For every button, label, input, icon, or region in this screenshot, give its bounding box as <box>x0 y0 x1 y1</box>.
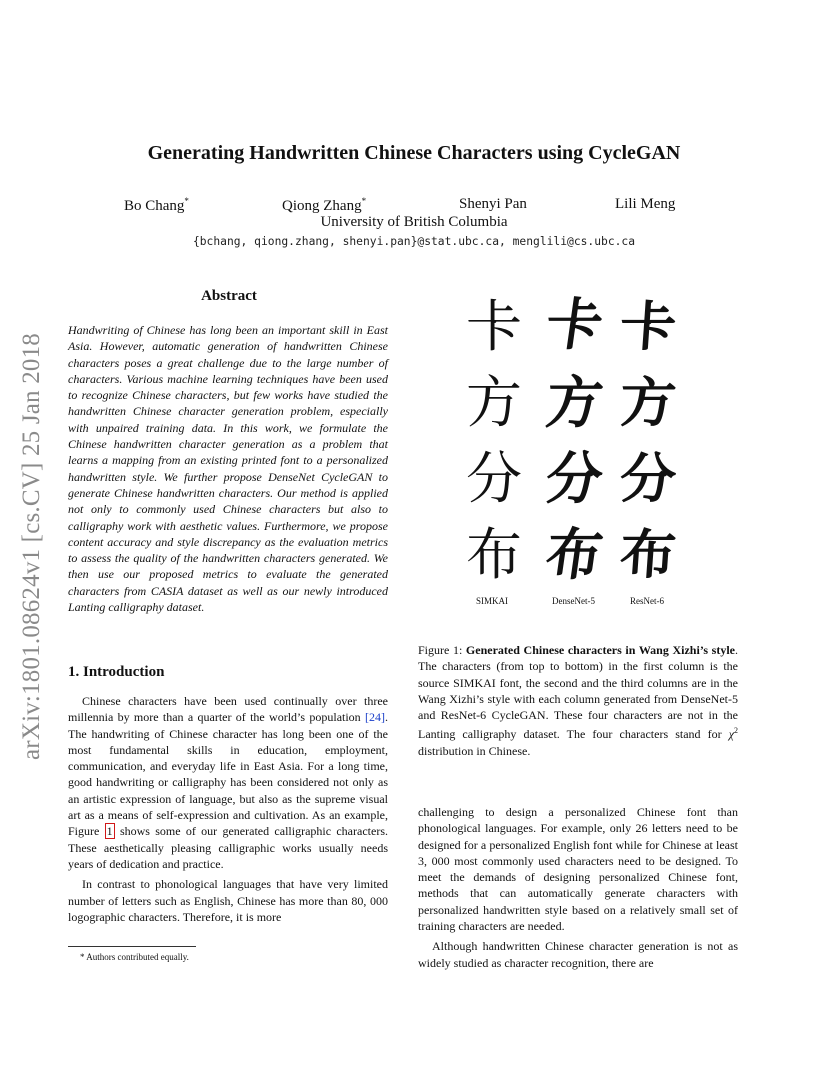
author-3 <box>459 196 527 213</box>
footnote-rule <box>68 946 196 947</box>
column-label-simkai: SIMKAI <box>476 596 509 606</box>
caption-bold: Generated Chinese characters in Wang Xizhi’s style <box>465 643 735 657</box>
footnote: * Authors contributed equally. <box>80 952 189 962</box>
intro-paragraph-2: In contrast to phonological languages that have very limited number of letters such as English, Chinese has more than 80, 000 logographic characters. Therefore, it is more <box>68 877 388 924</box>
abstract-text: Handwriting of Chinese has long been an important skill in East Asia. However, automatic generation of handwritten Chinese characters poses a great challenge due to the large number of characters. Various machine learning techniques have been used to recognize Chinese characters, but few works have studied the handwritten Chinese character generation problem, especially with unpaired training data. In this work, we formulate the Chinese handwritten character generation as a problem that learns a mapping from an existing printed font to a personalized handwritten style. We further propose DenseNet CycleGAN to generate Chinese handwritten characters. Our method is applied not only to commonly used Chinese characters but also to calligraphy work with aesthetic values. Furthermore, we propose content accuracy and style discrepancy as the evaluation metrics to assess the quality of the handwritten characters generated. We then use our proposed metrics to evaluate the generated characters from CASIA dataset as well as our newly introduced Lanting calligraphy dataset. <box>68 323 388 615</box>
author-mark: * <box>361 196 367 206</box>
arxiv-identifier: arXiv:1801.08624v1 [cs.CV] 25 Jan 2018 <box>18 333 45 760</box>
author-4 <box>615 196 675 213</box>
chi-exponent: 2 <box>734 726 738 736</box>
citation-link[interactable]: [24] <box>365 710 385 725</box>
author-name: Bo Chang <box>124 198 185 214</box>
char-resnet: 方 <box>617 372 679 435</box>
char-densenet: 布 <box>541 523 607 588</box>
right-column-body <box>418 804 738 971</box>
intro-heading: 1. Introduction <box>68 664 165 680</box>
paper-title: Generating Handwritten Chinese Characters using CycleGAN <box>147 142 681 164</box>
caption-text: . The characters (from top to bottom) in the first column is the source SIMKAI font, the second and the third columns are in the Wang Xizhi’s style with each column generated from DenseNet-5 and ResNet-6 CycleGAN. These four characters are not in the Lanting calligraphy dataset. The four characters stand for <box>418 643 738 742</box>
char-simkai: 卡 <box>466 295 522 360</box>
figure-caption <box>418 642 738 759</box>
text-span: shows some of our generated calligraphic characters. These aesthetically pleasing calligraphic works usually needs years of dedication and practice. <box>68 824 388 871</box>
intro-paragraph-1 <box>68 693 388 872</box>
char-resnet: 分 <box>617 448 679 511</box>
right-paragraph-1: challenging to design a personalized Chinese font than phonological languages. For example, only 26 letters need to be designed for a personalized English font while for Chinese at least 3, 000 most commonly used characters need to be designed. To meet the demands of designing personalized Chinese font, methods that can automatically generate characters with personalized handwritten style based on a relatively small set of training characters are needed. <box>418 805 738 934</box>
chi-symbol: χ <box>728 727 734 742</box>
char-simkai: 分 <box>466 447 522 512</box>
column-label-densenet: DenseNet-5 <box>552 596 595 606</box>
author-1 <box>124 196 189 215</box>
char-densenet: 卡 <box>541 293 607 358</box>
author-mark: * <box>184 196 189 206</box>
figure-1 <box>458 294 698 614</box>
column-label-resnet: ResNet-6 <box>630 596 664 606</box>
abstract-heading: Abstract <box>201 288 257 304</box>
char-densenet: 分 <box>541 447 607 512</box>
char-resnet: 布 <box>617 524 679 587</box>
char-densenet: 方 <box>541 371 607 436</box>
author-2 <box>282 196 366 215</box>
author-name: Lili Meng <box>615 196 676 212</box>
author-emails: {bchang, qiong.zhang, shenyi.pan}@stat.ubc.ca, menglili@cs.ubc.ca <box>192 235 636 248</box>
char-resnet: 卡 <box>617 296 679 359</box>
intro-body <box>68 693 388 925</box>
caption-lead: Figure 1: <box>418 643 466 657</box>
right-paragraph-2: Although handwritten Chinese character generation is not as widely studied as character recognition, there are <box>418 939 738 970</box>
affiliation: University of British Columbia <box>320 214 508 230</box>
text-span: . The handwriting of Chinese character has long been one of the most fundamental skills in education, employment, communication, and everyday life in East Asia. For a long time, good handwriting or calligraphy has been considered not only as an artistic expression of language, but also as the supreme visual art as a means of self-expression and cultivation. As an example, Figure <box>68 710 388 839</box>
author-name: Qiong Zhang <box>282 198 362 214</box>
author-name: Shenyi Pan <box>459 196 527 212</box>
char-simkai: 布 <box>466 523 522 588</box>
text-span: Chinese characters have been used continually over three millennia by more than a quarter of the world’s population <box>68 694 388 725</box>
caption-text: distribution in Chinese. <box>418 743 531 758</box>
figure-link[interactable]: 1 <box>106 824 113 839</box>
char-simkai: 方 <box>466 371 522 436</box>
